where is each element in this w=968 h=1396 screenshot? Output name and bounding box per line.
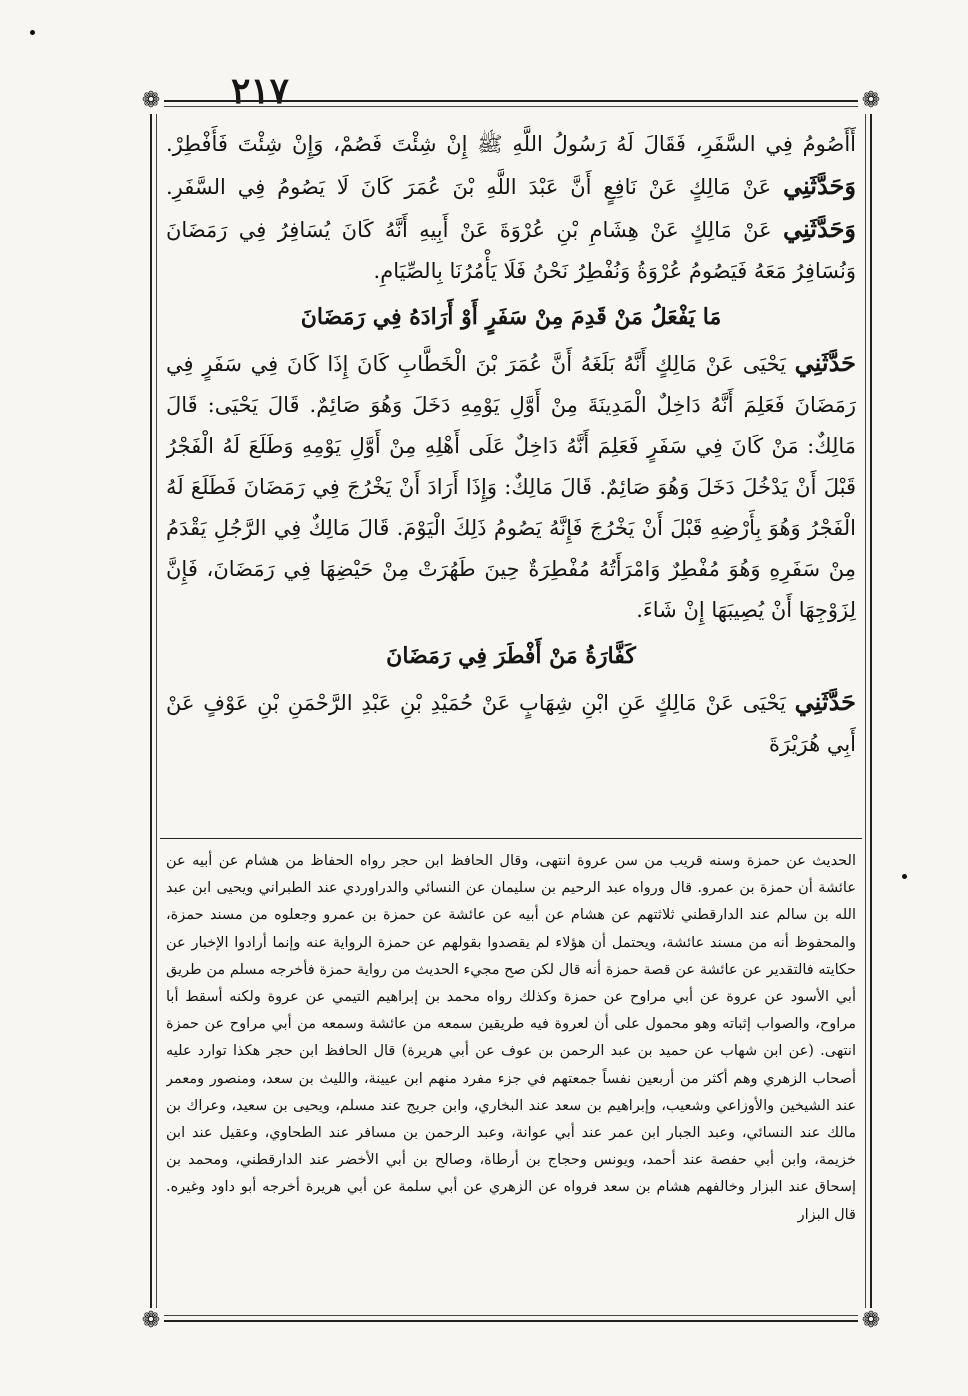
paragraph-text: عَنْ مَالِكٍ عَنْ هِشَامِ بْنِ عُرْوَةَ عَنْ أَبِيهِ أَنَّهُ كَانَ يُسَافِرُ فِي رَمَضَانَ وَنُسَافِرُ مَعَهُ فَيَصُومُ عُرْوَةُ وَنُفْطِرُ نَحْنُ فَلَا يَأْمُرُنَا بِالصِّيَامِ. xyxy=(166,218,856,283)
main-paragraph xyxy=(166,124,856,292)
main-paragraph xyxy=(166,681,856,765)
hadith-lead: حَدَّثَنِي xyxy=(794,348,856,377)
hadith-lead: وَحَدَّثَنِي xyxy=(783,214,856,243)
paragraph-text: يَحْيَى عَنْ مَالِكٍ عَنِ ابْنِ شِهَابٍ عَنْ حُمَيْدِ بْنِ عَبْدِ الرَّحْمَنِ بْنِ عَوْفٍ عَنْ أَبِي هُرَيْرَةَ xyxy=(166,691,856,756)
speck-mark xyxy=(902,874,907,879)
page-number: ٢١٧ xyxy=(230,70,289,112)
commentary-section xyxy=(166,848,856,1308)
paragraph-text: يَحْيَى عَنْ مَالِكٍ أَنَّهُ بَلَغَهُ أَنَّ عُمَرَ بْنَ الْخَطَّابِ كَانَ إِذَا كَانَ فِي سَفَرٍ فِي رَمَضَانَ فَعَلِمَ أَنَّهُ دَاخِلٌ الْمَدِينَةَ مِنْ أَوَّلِ يَوْمِهِ دَخَلَ وَهُوَ صَائِمٌ. قَالَ يَحْيَى: قَالَ مَالِكٌ: مَنْ كَانَ فِي سَفَرٍ فَعَلِمَ أَنَّهُ دَاخِلٌ عَلَى أَهْلِهِ مِنْ أَوَّلِ يَوْمِهِ وَطَلَعَ لَهُ الْفَجْرُ قَبْلَ أَنْ يَدْخُلَ دَخَلَ وَهُوَ صَائِمٌ. قَالَ مَالِكٌ: وَإِذَا أَرَادَ أَنْ يَخْرُجَ فِي رَمَضَانَ فَطَلَعَ لَهُ الْفَجْرُ وَهُوَ بِأَرْضِهِ قَبْلَ أَنْ يَخْرُجَ فَإِنَّهُ يَصُومُ ذَلِكَ الْيَوْمَ. قَالَ مَالِكٌ فِي الرَّجُلِ يَقْدَمُ مِنْ سَفَرِهِ وَهُوَ مُفْطِرٌ وَامْرَأَتُهُ مُفْطِرَةٌ حِينَ طَهُرَتْ مِنْ حَيْضِهَا فِي رَمَضَانَ، فَإِنَّ لِزَوْجِهَا أَنْ يُصِيبَهَا إِنْ شَاءَ. xyxy=(166,352,856,622)
main-paragraph xyxy=(166,342,856,631)
commentary-text: الحديث عن حمزة وسنه قريب من سن عروة انتهى، وقال الحافظ ابن حجر رواه الحفاظ من هشام عن أبيه عن عائشة أن حمزة بن عمرو. قال ورواه عبد الرحيم بن سليمان عن النسائي والدراوردي عند الطبراني ويحيى ابن عبد الله بن سالم عند الدارقطني ثلاثتهم عن هشام عن أبيه عن عائشة عن حمزة بن عمرو وجعلوه من مسند حمزة، والمحفوظ أنه من مسند عائشة، ويحتمل أن هؤلاء لم يقصدوا بقولهم عن حمزة الرواية عنه وإنما أرادوا الإخبار عن حكايته فالتقدير عن عائشة عن قصة حمزة أنه قال لكن صح مجيء الحديث من رواية حمزة فأخرجه مسلم من طريق أبي الأسود عن عروة عن أبي مراوح عن حمزة وكذلك رواه محمد بن إبراهيم التيمي عن عروة ولكنه أسقط أبا مراوح، والصواب إثباته وهو محمول على أن لعروة فيه طريقين سمعه من عائشة وسمعه من أبي مراوح عن حمزة انتهى. (عن ابن شهاب عن حميد بن عبد الرحمن بن عوف عن أبي هريرة) قال الحافظ ابن حجر هكذا توارد عليه أصحاب الزهري وهم أكثر من أربعين نفساً جمعتهم في جزء مفرد منهم ابن عيينة، والليث بن سعد، ومنصور ومعمر عند الشيخين والأوزاعي وشعيب، وإبراهيم بن سعد عند البخاري، وابن جريج عند مسلم، ويحيى بن سعيد، وعراك بن مالك عند النسائي، وعبد الجبار ابن عمر عند أبي عوانة، وعبد الرحمن بن مسافر عند الطحاوي، وعقيل عند ابن خزيمة، وابن أبي حفصة عند أحمد، ويونس وحجاج بن أرطاة، وصالح بن أبي الأخضر عند الدارقطني، ومحمد بن إسحاق عند البزار وخالفهم هشام بن سعد فرواه عن الزهري عن أبي سلمة عن أبي هريرة أخرجه أبو داود وغيره. قال البزار xyxy=(166,853,856,1223)
paragraph-text: أَأَصُومُ فِي السَّفَرِ، فَقَالَ لَهُ رَسُولُ اللَّهِ ﷺ إِنْ شِئْتَ فَصُمْ، وَإِنْ شِئْتَ فَأَفْطِرْ. xyxy=(166,132,856,156)
section-heading: كَفَّارَةُ مَنْ أَفْطَرَ فِي رَمَضَانَ xyxy=(386,643,636,669)
corner-ornament-icon: ❁ xyxy=(858,88,884,114)
paragraph-text: عَنْ مَالِكٍ عَنْ نَافِعٍ أَنَّ عَبْدَ اللَّهِ بْنَ عُمَرَ كَانَ لَا يَصُومُ فِي السَّفَرِ. xyxy=(166,175,772,199)
corner-ornament-icon: ❁ xyxy=(858,1308,884,1334)
hadith-lead: حَدَّثَنِي xyxy=(794,687,856,716)
corner-ornament-icon: ❁ xyxy=(138,1308,164,1334)
corner-ornament-icon: ❁ xyxy=(138,88,164,114)
commentary-divider xyxy=(160,838,862,839)
speck-mark xyxy=(30,30,35,35)
hadith-lead: وَحَدَّثَنِي xyxy=(783,171,856,200)
section-heading: مَا يَفْعَلُ مَنْ قَدِمَ مِنْ سَفَرٍ أَوْ أَرَادَهُ فِي رَمَضَانَ xyxy=(300,304,722,330)
main-text xyxy=(166,124,856,832)
